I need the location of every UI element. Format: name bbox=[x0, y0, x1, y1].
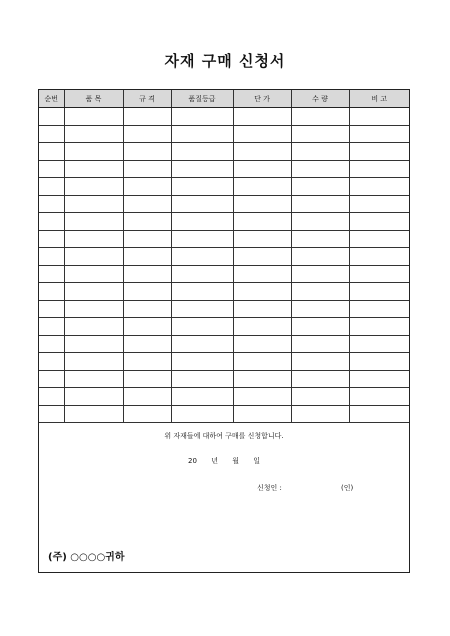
table-row bbox=[39, 213, 409, 231]
table-cell[interactable] bbox=[64, 370, 123, 388]
table-row bbox=[39, 300, 409, 318]
table-cell[interactable] bbox=[291, 300, 349, 318]
table-cell[interactable] bbox=[233, 318, 291, 336]
table-cell[interactable] bbox=[233, 405, 291, 423]
table-cell[interactable] bbox=[171, 335, 233, 353]
table-cell[interactable] bbox=[123, 230, 171, 248]
table-cell[interactable] bbox=[349, 178, 409, 196]
table-cell[interactable] bbox=[171, 195, 233, 213]
document-title: 자재 구매 신청서 bbox=[164, 52, 286, 70]
table-cell[interactable] bbox=[171, 125, 233, 143]
table-cell[interactable] bbox=[349, 283, 409, 301]
table-cell[interactable] bbox=[123, 265, 171, 283]
table-cell[interactable] bbox=[349, 335, 409, 353]
table-cell[interactable] bbox=[171, 283, 233, 301]
table-cell[interactable] bbox=[39, 230, 64, 248]
table-cell[interactable] bbox=[123, 108, 171, 126]
table-cell[interactable] bbox=[349, 265, 409, 283]
table-cell[interactable] bbox=[39, 213, 64, 231]
table-cell[interactable] bbox=[171, 143, 233, 161]
table-row bbox=[39, 248, 409, 266]
table-cell[interactable] bbox=[171, 318, 233, 336]
table-cell[interactable] bbox=[123, 125, 171, 143]
table-row bbox=[39, 230, 409, 248]
table-cell[interactable] bbox=[349, 125, 409, 143]
table-cell[interactable] bbox=[39, 160, 64, 178]
table-cell[interactable] bbox=[233, 300, 291, 318]
table-row bbox=[39, 388, 409, 406]
table-cell[interactable] bbox=[64, 265, 123, 283]
table-cell[interactable] bbox=[233, 160, 291, 178]
table-cell[interactable] bbox=[123, 318, 171, 336]
table-row bbox=[39, 143, 409, 161]
table-cell[interactable] bbox=[291, 283, 349, 301]
table-cell[interactable] bbox=[291, 125, 349, 143]
header-item: 품 목 bbox=[64, 90, 123, 108]
table-cell[interactable] bbox=[349, 300, 409, 318]
table-row bbox=[39, 108, 409, 126]
table-row bbox=[39, 405, 409, 423]
table-cell[interactable] bbox=[64, 283, 123, 301]
table-cell[interactable] bbox=[171, 213, 233, 231]
table-row bbox=[39, 178, 409, 196]
table-cell[interactable] bbox=[171, 160, 233, 178]
table-cell[interactable] bbox=[64, 353, 123, 371]
table-cell[interactable] bbox=[39, 405, 64, 423]
form-footer bbox=[39, 423, 409, 568]
table-cell[interactable] bbox=[291, 370, 349, 388]
table-cell[interactable] bbox=[64, 160, 123, 178]
table-cell[interactable] bbox=[349, 405, 409, 423]
table-cell[interactable] bbox=[64, 213, 123, 231]
table-cell[interactable] bbox=[291, 160, 349, 178]
table-cell[interactable] bbox=[39, 353, 64, 371]
seal-label: (인) bbox=[341, 484, 354, 492]
table-cell[interactable] bbox=[233, 178, 291, 196]
table-cell[interactable] bbox=[291, 213, 349, 231]
table-cell[interactable] bbox=[123, 353, 171, 371]
table-cell[interactable] bbox=[123, 335, 171, 353]
table-cell[interactable] bbox=[64, 300, 123, 318]
table-cell[interactable] bbox=[349, 353, 409, 371]
table-row bbox=[39, 283, 409, 301]
item-table bbox=[39, 90, 409, 423]
table-cell[interactable] bbox=[171, 265, 233, 283]
table-cell[interactable] bbox=[171, 300, 233, 318]
table-cell[interactable] bbox=[349, 370, 409, 388]
recipient-line: (주) ○○○○귀하 bbox=[48, 552, 125, 563]
table-cell[interactable] bbox=[233, 125, 291, 143]
table-cell[interactable] bbox=[171, 248, 233, 266]
table-cell[interactable] bbox=[64, 125, 123, 143]
header-quantity: 수 량 bbox=[291, 90, 349, 108]
table-cell[interactable] bbox=[233, 195, 291, 213]
table-cell[interactable] bbox=[123, 405, 171, 423]
table-cell[interactable] bbox=[291, 318, 349, 336]
table-cell[interactable] bbox=[171, 405, 233, 423]
table-cell[interactable] bbox=[64, 178, 123, 196]
table-row bbox=[39, 160, 409, 178]
table-cell[interactable] bbox=[171, 230, 233, 248]
table-cell[interactable] bbox=[123, 195, 171, 213]
table-cell[interactable] bbox=[64, 195, 123, 213]
table-cell[interactable] bbox=[233, 283, 291, 301]
table-cell[interactable] bbox=[64, 143, 123, 161]
table-cell[interactable] bbox=[233, 230, 291, 248]
table-cell[interactable] bbox=[39, 125, 64, 143]
table-row bbox=[39, 195, 409, 213]
applicant-label: 신청인 : bbox=[257, 484, 282, 492]
table-cell[interactable] bbox=[64, 318, 123, 336]
table-cell[interactable] bbox=[39, 265, 64, 283]
date-year-unit: 년 bbox=[211, 457, 218, 465]
date-year: 20 bbox=[188, 457, 197, 465]
table-cell[interactable] bbox=[349, 160, 409, 178]
table-cell[interactable] bbox=[123, 300, 171, 318]
table-row bbox=[39, 353, 409, 371]
table-cell[interactable] bbox=[291, 265, 349, 283]
table-cell[interactable] bbox=[349, 248, 409, 266]
table-cell[interactable] bbox=[171, 178, 233, 196]
table-cell[interactable] bbox=[39, 318, 64, 336]
table-cell[interactable] bbox=[123, 178, 171, 196]
table-cell[interactable] bbox=[291, 178, 349, 196]
table-cell[interactable] bbox=[233, 265, 291, 283]
table-cell[interactable] bbox=[64, 405, 123, 423]
table-cell[interactable] bbox=[123, 160, 171, 178]
table-cell[interactable] bbox=[233, 370, 291, 388]
table-cell[interactable] bbox=[39, 388, 64, 406]
date-line bbox=[39, 456, 409, 466]
table-row bbox=[39, 370, 409, 388]
table-row bbox=[39, 318, 409, 336]
table-cell[interactable] bbox=[171, 108, 233, 126]
table-cell[interactable] bbox=[123, 370, 171, 388]
table-cell[interactable] bbox=[349, 213, 409, 231]
table-cell[interactable] bbox=[349, 388, 409, 406]
date-month-unit: 월 bbox=[232, 457, 239, 465]
header-remarks: 비 고 bbox=[349, 90, 409, 108]
table-cell[interactable] bbox=[233, 388, 291, 406]
header-grade: 품질등급 bbox=[171, 90, 233, 108]
table-cell[interactable] bbox=[233, 248, 291, 266]
table-cell[interactable] bbox=[123, 143, 171, 161]
table-row bbox=[39, 125, 409, 143]
table-cell[interactable] bbox=[123, 213, 171, 231]
table-cell[interactable] bbox=[349, 108, 409, 126]
table-cell[interactable] bbox=[64, 108, 123, 126]
table-cell[interactable] bbox=[233, 353, 291, 371]
table-header-row bbox=[39, 90, 409, 108]
table-cell[interactable] bbox=[171, 388, 233, 406]
header-unit-price: 단 가 bbox=[233, 90, 291, 108]
table-cell[interactable] bbox=[349, 195, 409, 213]
table-cell[interactable] bbox=[291, 108, 349, 126]
table-cell[interactable] bbox=[291, 335, 349, 353]
table-row bbox=[39, 335, 409, 353]
table-cell[interactable] bbox=[64, 388, 123, 406]
table-row bbox=[39, 265, 409, 283]
purchase-request-form bbox=[38, 89, 410, 573]
table-cell[interactable] bbox=[39, 300, 64, 318]
table-cell[interactable] bbox=[39, 248, 64, 266]
table-cell[interactable] bbox=[291, 248, 349, 266]
table-cell[interactable] bbox=[291, 405, 349, 423]
table-cell[interactable] bbox=[291, 195, 349, 213]
header-spec: 규 격 bbox=[123, 90, 171, 108]
table-cell[interactable] bbox=[171, 353, 233, 371]
table-cell[interactable] bbox=[233, 108, 291, 126]
table-cell[interactable] bbox=[349, 230, 409, 248]
table-cell[interactable] bbox=[349, 143, 409, 161]
table-cell[interactable] bbox=[233, 213, 291, 231]
table-cell[interactable] bbox=[291, 353, 349, 371]
table-cell[interactable] bbox=[291, 143, 349, 161]
table-cell[interactable] bbox=[39, 283, 64, 301]
table-cell[interactable] bbox=[64, 248, 123, 266]
table-cell[interactable] bbox=[39, 335, 64, 353]
table-cell[interactable] bbox=[123, 283, 171, 301]
table-cell[interactable] bbox=[123, 248, 171, 266]
date-day-unit: 일 bbox=[253, 457, 260, 465]
table-cell[interactable] bbox=[291, 230, 349, 248]
table-cell[interactable] bbox=[39, 143, 64, 161]
table-cell[interactable] bbox=[171, 370, 233, 388]
table-cell[interactable] bbox=[39, 178, 64, 196]
header-seq: 순번 bbox=[39, 90, 64, 108]
table-cell[interactable] bbox=[39, 370, 64, 388]
table-cell[interactable] bbox=[64, 230, 123, 248]
table-cell[interactable] bbox=[39, 195, 64, 213]
table-cell[interactable] bbox=[291, 388, 349, 406]
table-cell[interactable] bbox=[123, 388, 171, 406]
table-cell[interactable] bbox=[349, 318, 409, 336]
request-notice: 위 자재들에 대하여 구매를 신청합니다. bbox=[164, 432, 284, 440]
table-cell[interactable] bbox=[64, 335, 123, 353]
table-cell[interactable] bbox=[233, 335, 291, 353]
table-cell[interactable] bbox=[39, 108, 64, 126]
table-cell[interactable] bbox=[233, 143, 291, 161]
